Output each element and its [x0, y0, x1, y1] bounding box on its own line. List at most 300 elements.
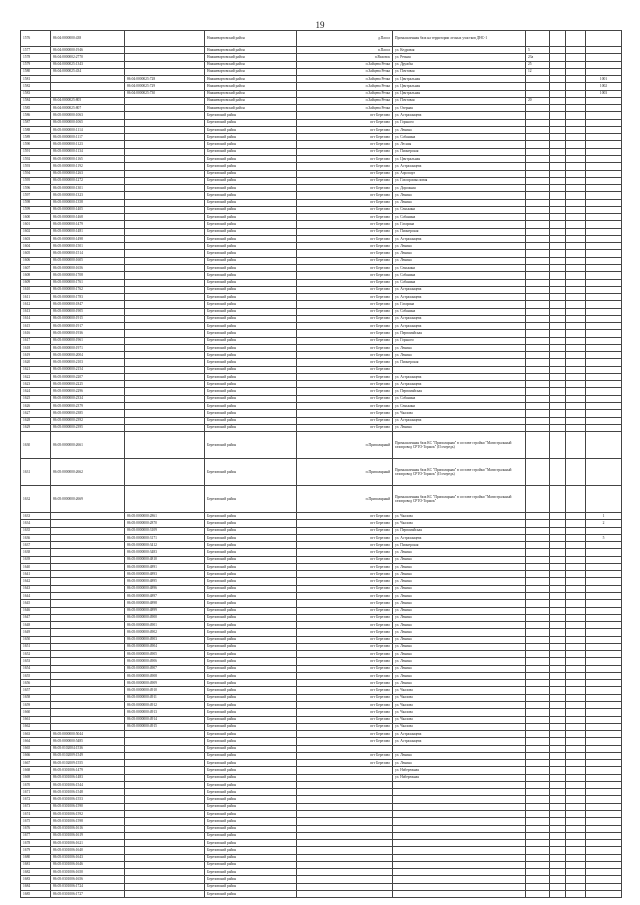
district-name: Березовский район — [205, 337, 297, 344]
linked-cadastral-number: 86:05:0000000:4902 — [125, 629, 205, 636]
linked-cadastral-number — [125, 876, 205, 883]
extra-cell-3 — [586, 352, 622, 359]
district-name: Березовский район — [205, 890, 297, 897]
row-number: 1602 — [21, 228, 51, 235]
cadastral-number — [51, 709, 125, 716]
district-name: Березовский район — [205, 294, 297, 301]
extra-cell-1 — [550, 410, 566, 417]
street-name: ул. Чкалова — [393, 687, 526, 694]
row-number: 1674 — [21, 810, 51, 817]
extra-cell-1 — [550, 279, 566, 286]
row-number: 1619 — [21, 352, 51, 359]
extra-cell-1 — [550, 126, 566, 133]
locality-name: пгт Березово — [297, 323, 393, 330]
row-number: 1636 — [21, 534, 51, 541]
row-number: 1670 — [21, 781, 51, 788]
row-number: 1621 — [21, 366, 51, 373]
locality-name: пгт Березово — [297, 301, 393, 308]
extra-cell-2 — [566, 206, 586, 213]
extra-cell-3 — [586, 854, 622, 861]
street-name: ул. Собянина — [393, 279, 526, 286]
building-number — [526, 542, 550, 549]
street-name: ул. Астраханцева — [393, 417, 526, 424]
district-name: Березовский район — [205, 542, 297, 549]
row-number: 1623 — [21, 381, 51, 388]
locality-name: пгт Березово — [297, 643, 393, 650]
building-number — [526, 622, 550, 629]
district-name: Березовский район — [205, 578, 297, 585]
row-number: 1584 — [21, 97, 51, 104]
locality-name: пгт Березово — [297, 388, 393, 395]
cadastral-number: 86:05:0000000:1479 — [51, 221, 125, 228]
building-number — [526, 192, 550, 199]
street-name: ул. Чкалова — [393, 694, 526, 701]
cadastral-number: 86:05:0000000:1514 — [51, 250, 125, 257]
locality-name: пгт Березово — [297, 381, 393, 388]
district-name: Березовский район — [205, 680, 297, 687]
locality-name: п.Ваховск — [297, 54, 393, 61]
linked-cadastral-number — [125, 31, 205, 47]
row-number: 1647 — [21, 614, 51, 621]
extra-cell-1 — [550, 294, 566, 301]
building-number — [526, 286, 550, 293]
table-row — [21, 250, 622, 257]
extra-cell-3 — [586, 47, 622, 54]
street-name — [393, 854, 526, 861]
street-name: ул. Чкалова — [393, 513, 526, 520]
building-number — [526, 760, 550, 767]
street-name: ул. Лесная — [393, 141, 526, 148]
extra-cell-1 — [550, 832, 566, 839]
table-row — [21, 279, 622, 286]
street-name: ул. Ленина — [393, 760, 526, 767]
building-number — [526, 774, 550, 781]
extra-cell-2 — [566, 840, 586, 847]
cadastral-number: 86:04:0000002:2770 — [51, 54, 125, 61]
building-number — [526, 738, 550, 745]
extra-cell-2 — [566, 141, 586, 148]
locality-name — [297, 883, 393, 890]
extra-cell-1 — [550, 738, 566, 745]
cadastral-number: 86:05:0301006:1598 — [51, 818, 125, 825]
locality-name: п.Пасол — [297, 47, 393, 54]
district-name: Березовский район — [205, 308, 297, 315]
cadastral-number: 86:05:0000000:1605 — [51, 257, 125, 264]
extra-cell-1 — [550, 643, 566, 650]
building-number — [526, 432, 550, 459]
extra-cell-3 — [586, 731, 622, 738]
building-number — [526, 352, 550, 359]
linked-cadastral-number — [125, 432, 205, 459]
table-row — [21, 752, 622, 759]
street-name — [393, 825, 526, 832]
district-name: Березовский район — [205, 352, 297, 359]
extra-cell-1 — [550, 185, 566, 192]
extra-cell-2 — [566, 513, 586, 520]
linked-cadastral-number — [125, 395, 205, 402]
extra-cell-1 — [550, 520, 566, 527]
row-number: 1661 — [21, 716, 51, 723]
extra-cell-2 — [566, 672, 586, 679]
building-number — [526, 600, 550, 607]
district-name: Березовский район — [205, 796, 297, 803]
table-row — [21, 90, 622, 97]
extra-cell-2 — [566, 192, 586, 199]
extra-cell-2 — [566, 534, 586, 541]
table-row — [21, 177, 622, 184]
extra-cell-2 — [566, 571, 586, 578]
street-name: ул. Собянина — [393, 272, 526, 279]
building-number — [526, 395, 550, 402]
building-number: 20 — [526, 97, 550, 104]
table-row — [21, 373, 622, 380]
linked-cadastral-number — [125, 170, 205, 177]
extra-cell-2 — [566, 315, 586, 322]
cadastral-number: 86:05:0000000:2334 — [51, 395, 125, 402]
linked-cadastral-number — [125, 199, 205, 206]
cadastral-number: 86:05:0000000:1117 — [51, 134, 125, 141]
table-row — [21, 119, 622, 126]
building-number — [526, 723, 550, 730]
table-row — [21, 651, 622, 658]
locality-name: пгт Березово — [297, 731, 393, 738]
building-number — [526, 534, 550, 541]
linked-cadastral-number — [125, 330, 205, 337]
linked-cadastral-number — [125, 228, 205, 235]
street-name: ул. Астраханцева — [393, 286, 526, 293]
district-name: Березовский район — [205, 301, 297, 308]
extra-cell-2 — [566, 459, 586, 486]
district-name: Березовский район — [205, 731, 297, 738]
extra-cell-1 — [550, 395, 566, 402]
table-row — [21, 760, 622, 767]
district-name: Березовский район — [205, 513, 297, 520]
extra-cell-1 — [550, 614, 566, 621]
district-name: Березовский район — [205, 651, 297, 658]
extra-cell-1 — [550, 257, 566, 264]
extra-cell-1 — [550, 192, 566, 199]
table-row — [21, 781, 622, 788]
district-name: Березовский район — [205, 585, 297, 592]
row-number: 1587 — [21, 119, 51, 126]
linked-cadastral-number — [125, 840, 205, 847]
cadastral-number: 86:05:0102009:1555 — [51, 760, 125, 767]
linked-cadastral-number — [125, 403, 205, 410]
district-name: Березовский район — [205, 883, 297, 890]
extra-cell-1 — [550, 651, 566, 658]
locality-name: пгт Березово — [297, 723, 393, 730]
table-row — [21, 513, 622, 520]
row-number: 1607 — [21, 264, 51, 271]
building-number — [526, 556, 550, 563]
building-number — [526, 388, 550, 395]
extra-cell-2 — [566, 126, 586, 133]
extra-cell-3 — [586, 643, 622, 650]
extra-cell-3 — [586, 760, 622, 767]
street-name: ул. Ленина — [393, 593, 526, 600]
table-row — [21, 549, 622, 556]
locality-name — [297, 774, 393, 781]
row-number: 1612 — [21, 301, 51, 308]
linked-cadastral-number — [125, 789, 205, 796]
building-number — [526, 141, 550, 148]
linked-cadastral-number — [125, 760, 205, 767]
cadastral-number: 86:05:0000000:1263 — [51, 170, 125, 177]
building-number — [526, 614, 550, 621]
table-row — [21, 228, 622, 235]
row-number: 1635 — [21, 527, 51, 534]
district-name: Березовский район — [205, 825, 297, 832]
street-name: ул. Чкалова — [393, 520, 526, 527]
cadastral-number: 86:05:0000000:1905 — [51, 308, 125, 315]
table-row — [21, 141, 622, 148]
extra-cell-3 — [586, 549, 622, 556]
cadastral-number: 86:05:0000000:1501 — [51, 243, 125, 250]
row-number: 1633 — [21, 513, 51, 520]
building-number — [526, 31, 550, 47]
linked-cadastral-number — [125, 366, 205, 373]
linked-cadastral-number — [125, 818, 205, 825]
building-number — [526, 854, 550, 861]
extra-cell-2 — [566, 774, 586, 781]
district-name: Березовский район — [205, 148, 297, 155]
extra-cell-2 — [566, 658, 586, 665]
building-number — [526, 520, 550, 527]
district-name: Березовский район — [205, 228, 297, 235]
extra-cell-1 — [550, 825, 566, 832]
linked-cadastral-number: 86:05:0000000:4891 — [125, 563, 205, 570]
extra-cell-3 — [586, 264, 622, 271]
extra-cell-2 — [566, 76, 586, 83]
cadastral-number: 86:05:0301006:1616 — [51, 825, 125, 832]
locality-name — [297, 890, 393, 897]
district-name: Березовский район — [205, 134, 297, 141]
table-row — [21, 520, 622, 527]
building-number — [526, 578, 550, 585]
row-number: 1642 — [21, 578, 51, 585]
building-number — [526, 359, 550, 366]
building-number — [526, 177, 550, 184]
street-name: Промышленная база КС "Приполярная" в составе стройки "Магистральный газопровод СРТО-Торжок" — [393, 486, 526, 513]
linked-cadastral-number — [125, 315, 205, 322]
row-number: 1608 — [21, 272, 51, 279]
street-name: ул. Ленина — [393, 614, 526, 621]
table-row — [21, 308, 622, 315]
extra-cell-2 — [566, 810, 586, 817]
extra-cell-2 — [566, 563, 586, 570]
extra-cell-2 — [566, 235, 586, 242]
linked-cadastral-number — [125, 148, 205, 155]
building-number — [526, 381, 550, 388]
district-name: Березовский район — [205, 629, 297, 636]
cadastral-number: 86:05:0000000:1481 — [51, 228, 125, 235]
building-number — [526, 337, 550, 344]
linked-cadastral-number — [125, 381, 205, 388]
extra-cell-3 — [586, 279, 622, 286]
linked-cadastral-number — [125, 185, 205, 192]
extra-cell-2 — [566, 781, 586, 788]
extra-cell-3 — [586, 738, 622, 745]
row-number: 1650 — [21, 636, 51, 643]
locality-name: пгт Березово — [297, 665, 393, 672]
row-number: 1631 — [21, 459, 51, 486]
extra-cell-3 — [586, 542, 622, 549]
linked-cadastral-number: 86:05:0000000:4910 — [125, 687, 205, 694]
extra-cell-2 — [566, 593, 586, 600]
district-name: Березовский район — [205, 486, 297, 513]
locality-name: пгт Березово — [297, 185, 393, 192]
linked-cadastral-number — [125, 869, 205, 876]
building-number — [526, 629, 550, 636]
cadastral-number: 86:05:0000000:1134 — [51, 148, 125, 155]
linked-cadastral-number: 86:05:0000000:2861 — [125, 513, 205, 520]
locality-name: пгт Березово — [297, 257, 393, 264]
district-name: Березовский район — [205, 112, 297, 119]
locality-name: пгт Березово — [297, 337, 393, 344]
cadastral-number: 86:05:0301006:1640 — [51, 847, 125, 854]
street-name: ул. Пионерская — [393, 148, 526, 155]
linked-cadastral-number — [125, 105, 205, 112]
row-number: 1592 — [21, 155, 51, 162]
extra-cell-3 — [586, 192, 622, 199]
locality-name: пгт Березово — [297, 636, 393, 643]
cadastral-number: 86:05:0301006:1643 — [51, 854, 125, 861]
row-number: 1676 — [21, 825, 51, 832]
table-row — [21, 593, 622, 600]
extra-cell-1 — [550, 745, 566, 752]
row-number: 1591 — [21, 148, 51, 155]
district-name: Березовский район — [205, 192, 297, 199]
linked-cadastral-number — [125, 854, 205, 861]
locality-name: пгт Березово — [297, 286, 393, 293]
cadastral-number — [51, 622, 125, 629]
building-number — [526, 687, 550, 694]
extra-cell-2 — [566, 228, 586, 235]
extra-cell-1 — [550, 578, 566, 585]
extra-cell-2 — [566, 243, 586, 250]
extra-cell-1 — [550, 752, 566, 759]
locality-name — [297, 818, 393, 825]
district-name: Березовский район — [205, 534, 297, 541]
cadastral-number — [51, 680, 125, 687]
extra-cell-3 — [586, 486, 622, 513]
table-row — [21, 221, 622, 228]
linked-cadastral-number: 86:05:0000000:4897 — [125, 593, 205, 600]
table-row — [21, 235, 622, 242]
building-number — [526, 264, 550, 271]
extra-cell-1 — [550, 344, 566, 351]
locality-name — [297, 825, 393, 832]
extra-cell-1 — [550, 876, 566, 883]
building-number — [526, 344, 550, 351]
cadastral-number — [51, 542, 125, 549]
extra-cell-3 — [586, 206, 622, 213]
table-row — [21, 344, 622, 351]
table-row — [21, 876, 622, 883]
district-name: Березовский район — [205, 789, 297, 796]
extra-cell-1 — [550, 600, 566, 607]
street-name — [393, 840, 526, 847]
linked-cadastral-number — [125, 206, 205, 213]
extra-cell-3 — [586, 781, 622, 788]
extra-cell-1 — [550, 629, 566, 636]
table-row — [21, 148, 622, 155]
cadastral-number: 86:05:0301006:1656 — [51, 876, 125, 883]
linked-cadastral-number — [125, 796, 205, 803]
street-name: ул. Сенькина — [393, 206, 526, 213]
extra-cell-1 — [550, 432, 566, 459]
table-row — [21, 723, 622, 730]
row-number: 1609 — [21, 279, 51, 286]
extra-cell-2 — [566, 701, 586, 708]
cadastral-number — [51, 549, 125, 556]
row-number: 1673 — [21, 803, 51, 810]
extra-cell-1 — [550, 97, 566, 104]
extra-cell-1 — [550, 243, 566, 250]
extra-cell-2 — [566, 359, 586, 366]
cadastral-number: 86:05:0000000:1165 — [51, 155, 125, 162]
extra-cell-2 — [566, 112, 586, 119]
extra-cell-1 — [550, 803, 566, 810]
table-row — [21, 883, 622, 890]
linked-cadastral-number: 86:05:0000000:3483 — [125, 549, 205, 556]
cadastral-number: 86:05:0301006:1592 — [51, 810, 125, 817]
extra-cell-2 — [566, 105, 586, 112]
extra-cell-3 — [586, 796, 622, 803]
locality-name: пгт Березово — [297, 264, 393, 271]
cadastral-number: 86:05:0000000:1847 — [51, 301, 125, 308]
district-name: Березовский район — [205, 861, 297, 868]
district-name: Березовский район — [205, 723, 297, 730]
row-number: 1585 — [21, 105, 51, 112]
locality-name: пгт Березово — [297, 651, 393, 658]
linked-cadastral-number — [125, 861, 205, 868]
row-number: 1660 — [21, 709, 51, 716]
district-name: Березовский район — [205, 235, 297, 242]
extra-cell-3 — [586, 803, 622, 810]
row-number: 1669 — [21, 774, 51, 781]
district-name: Березовский район — [205, 395, 297, 402]
building-number — [526, 315, 550, 322]
table-row — [21, 272, 622, 279]
building-number — [526, 323, 550, 330]
building-number — [526, 148, 550, 155]
street-name — [393, 366, 526, 373]
extra-cell-3 — [586, 876, 622, 883]
extra-cell-2 — [566, 61, 586, 68]
extra-cell-1 — [550, 534, 566, 541]
extra-cell-2 — [566, 272, 586, 279]
building-number — [526, 170, 550, 177]
linked-cadastral-number: 86:05:0000000:4810 — [125, 556, 205, 563]
extra-cell-1 — [550, 199, 566, 206]
district-name: Березовский район — [205, 381, 297, 388]
street-name: ул. Ленина — [393, 549, 526, 556]
district-name: Березовский район — [205, 818, 297, 825]
street-name: ул. Ленина — [393, 344, 526, 351]
linked-cadastral-number — [125, 235, 205, 242]
table-row — [21, 687, 622, 694]
extra-cell-3: 1001 — [586, 76, 622, 83]
street-name: ул. Речная — [393, 54, 526, 61]
street-name: ул. Чкалова — [393, 716, 526, 723]
locality-name: д.Пасол — [297, 31, 393, 47]
extra-cell-2 — [566, 294, 586, 301]
linked-cadastral-number — [125, 163, 205, 170]
extra-cell-3 — [586, 301, 622, 308]
extra-cell-1 — [550, 148, 566, 155]
extra-cell-3: 1 — [586, 513, 622, 520]
